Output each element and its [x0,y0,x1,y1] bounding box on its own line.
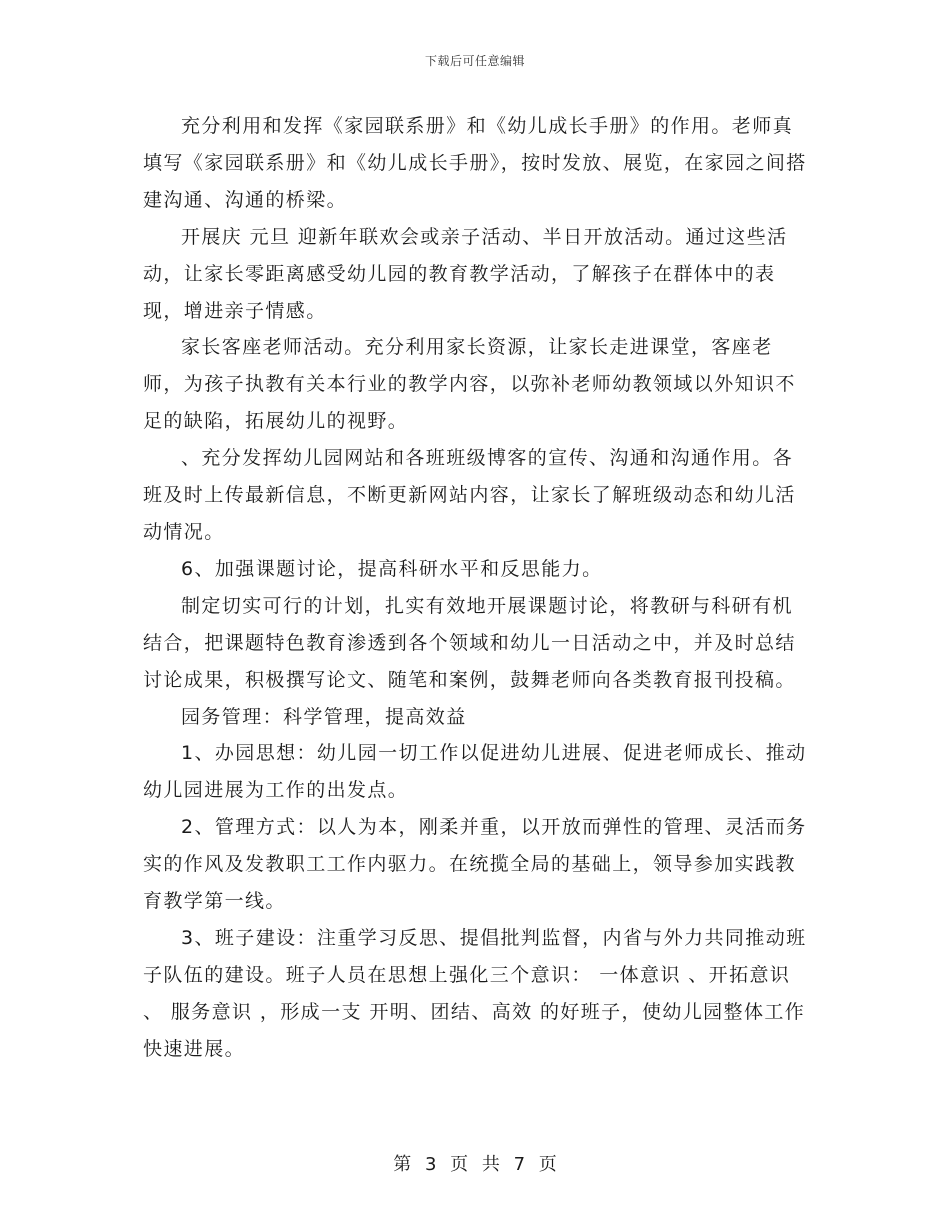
document-body [143,108,813,1068]
paragraph: 、充分发挥幼儿园网站和各班班级博客的宣传、沟通和沟通作用。各班及时上传最新信息，不断更新网站内容，让家长了解班级动态和幼儿活动情况。 [143,447,796,543]
paragraph: 开展庆 元旦 迎新年联欢会或亲子活动、半日开放活动。通过这些活动，让家长零距离感受幼儿园的教育教学活动，了解孩子在群体中的表现，增进亲子情感。 [143,225,788,322]
footer-mid1: 页 [450,1154,469,1175]
paragraph: 2、管理方式：以人为本，刚柔并重，以开放而弹性的管理、灵活而务实的作风及发教职工工作内驱力。在统揽全局的基础上，领导参加实践教育教学第一线。 [143,816,807,913]
paragraph: 制定切实可行的计划，扎实有效地开展课题讨论，将教研与科研有机结合，把课题特色教育渗透到各个领域和幼儿一日活动之中，并及时总结讨论成果，积极撰写论文、随笔和案例，鼓舞老师向各类教育报刊投稿。 [143,594,796,691]
footer-mid2: 共 [481,1154,500,1175]
page-header: 下载后可任意编辑 [424,54,525,68]
paragraph: 充分利用和发挥《家园联系册》和《幼儿成长手册》的作用。老师真填写《家园联系册》和《幼儿成长手册》，按时发放、展览，在家园之间搭建沟通、沟通的桥梁。 [143,115,807,211]
paragraph: 家长客座老师活动。充分利用家长资源，让家长走进课堂，客座老师，为孩子执教有关本行业的教学内容，以弥补老师幼教领域以外知识不足的缺陷，拓展幼儿的视野。 [143,336,796,433]
section-heading: 园务管理：科学管理，提高效益 [181,705,467,728]
footer-suffix: 页 [538,1154,557,1175]
page-number-current: 3 [424,1154,437,1175]
page-footer [0,1150,950,1176]
paragraph: 3、班子建设：注重学习反思、提倡批判监督，内省与外力共同推动班子队伍的建设。班子人员在思想上强化三个意识： 一体意识 、开拓意识 、 服务意识 ，形成一支 开明、团结、高效 的好班子，使幼儿园整体工作快速进展。 [143,926,807,1060]
footer-prefix: 第 [393,1154,412,1175]
page-number-total: 7 [513,1154,526,1175]
paragraph: 6、加强课题讨论，提高科研水平和反思能力。 [181,557,603,580]
paragraph: 1、办园思想：幼儿园一切工作以促进幼儿进展、促进老师成长、推动幼儿园进展为工作的出发点。 [143,742,807,802]
